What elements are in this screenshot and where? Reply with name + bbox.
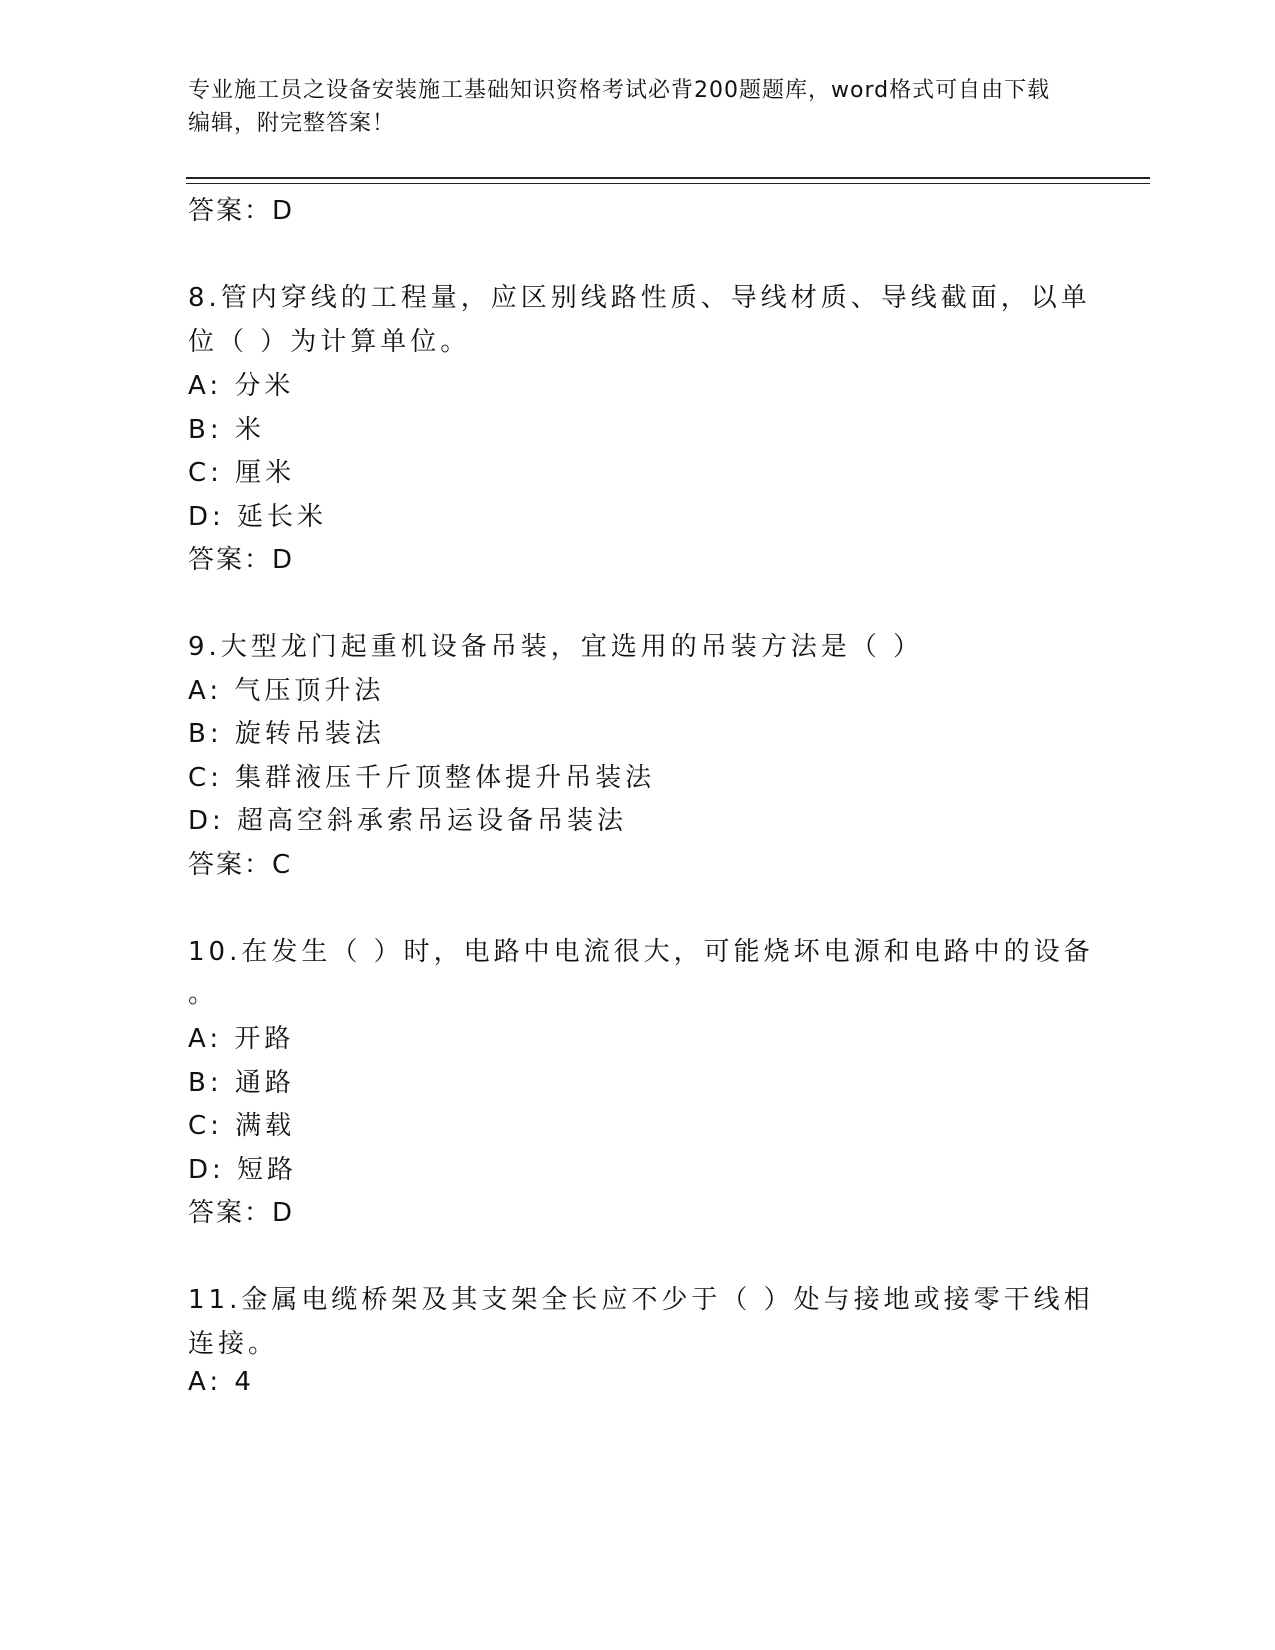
question-9-option-c: C: 集群液压千斤顶整体提升吊装法 (188, 763, 656, 793)
question-9-answer: 答案：C (188, 850, 293, 880)
question-8-text-line1: 8.管内穿线的工程量，应区别线路性质、导线材质、导线截面，以单 (188, 283, 1091, 313)
question-11-text-line1: 11.金属电缆桥架及其支架全长应不少于（ ）处与接地或接零干线相 (188, 1285, 1094, 1315)
answer-line: 答案：D (188, 196, 295, 226)
question-8-option-c: C: 厘米 (188, 458, 296, 488)
question-8-answer: 答案：D (188, 545, 295, 575)
question-11-text-line2: 连接。 (188, 1329, 279, 1359)
document-header: 专业施工员之设备安装施工基础知识资格考试必背200题题库，word格式可自由下载编辑，附完整答案！ (188, 78, 1051, 136)
question-9-option-d: D: 超高空斜承索吊运设备吊装法 (188, 806, 628, 836)
question-8-option-a: A: 分米 (188, 371, 295, 401)
header-rule-thin (186, 183, 1150, 184)
question-10-option-d: D: 短路 (188, 1155, 298, 1185)
question-9-option-a: A: 气压顶升法 (188, 676, 385, 706)
question-10-text-line2: 。 (188, 979, 219, 1009)
question-8-text-line2: 位（ ）为计算单位。 (188, 327, 471, 357)
question-9-text-line1: 9.大型龙门起重机设备吊装，宜选用的吊装方法是（ ） (188, 632, 924, 662)
question-11-option-a: A: 4 (188, 1367, 255, 1397)
question-10-option-a: A: 开路 (188, 1024, 295, 1054)
question-10-option-b: B: 通路 (188, 1068, 295, 1098)
question-10-option-c: C: 满载 (188, 1111, 296, 1141)
header-rule-thick (186, 177, 1150, 179)
question-8-option-b: B: 米 (188, 415, 265, 445)
question-9-option-b: B: 旋转吊装法 (188, 719, 385, 749)
question-10-answer: 答案：D (188, 1198, 295, 1228)
question-8-option-d: D: 延长米 (188, 502, 328, 532)
question-10-text-line1: 10.在发生（ ）时，电路中电流很大，可能烧坏电源和电路中的设备 (188, 937, 1094, 967)
